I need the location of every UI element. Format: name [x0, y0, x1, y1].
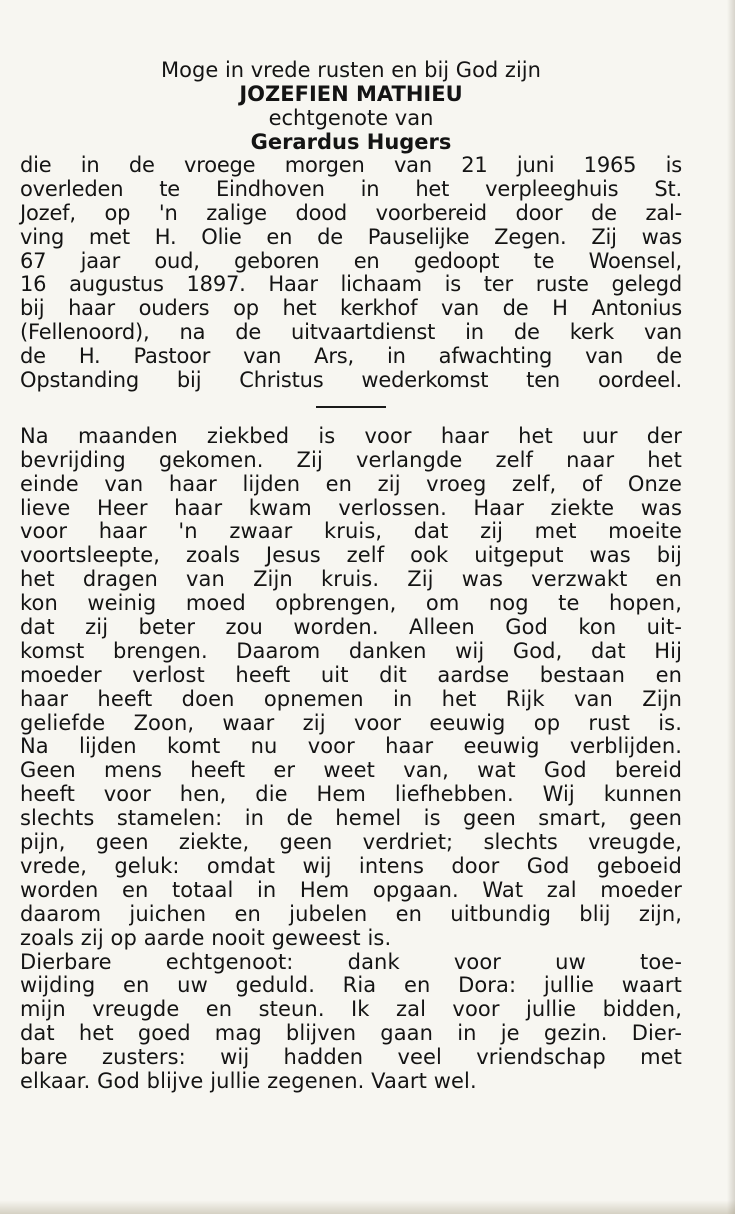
text-line: Opstanding bij Christus wederkomst ten oordeel.: [20, 368, 682, 393]
text-line: zoals zij op aarde nooit geweest is.: [20, 925, 392, 950]
text-line: die in de vroege morgen van 21 juni 1965 is: [20, 153, 682, 177]
text-line: de H. Pastoor van Ars, in afwachting van de: [20, 344, 682, 369]
text-line: komst brengen. Daarom danken wij God, dat Hij: [20, 638, 682, 663]
text-line: daarom juichen en jubelen en uitbundig blij zijn,: [20, 901, 682, 926]
reflection-paragraph: [20, 425, 682, 1094]
text-line: geliefde Zoon, waar zij voor eeuwig op rust is.: [20, 710, 682, 735]
blessing-line: Moge in vrede rusten en bij God zijn: [161, 58, 541, 82]
text-line: bij haar ouders op het kerkhof van de H Antonius: [20, 296, 682, 321]
text-line: dat zij beter zou worden. Alleen God kon uit-: [20, 615, 682, 640]
text-line: bevrijding gekomen. Zij verlangde zelf naar het: [20, 447, 682, 472]
text-line: worden en totaal in Hem opgaan. Wat zal moeder: [20, 877, 682, 902]
text-line: lieve Heer haar kwam verlossen. Haar ziekte was: [20, 495, 682, 520]
death-notice-paragraph: [20, 154, 682, 393]
text-line: slechts stamelen: in de hemel is geen smart, geen: [20, 806, 682, 831]
text-line: Geen mens heeft er weet van, wat God bereid: [20, 758, 682, 783]
text-line: het dragen van Zijn kruis. Zij was verzwakt en: [20, 567, 682, 592]
text-line: (Fellenoord), na de uitvaartdienst in de kerk van: [20, 320, 682, 345]
text-line: voor haar 'n zwaar kruis, dat zij met moeite: [20, 519, 682, 544]
text-line: overleden te Eindhoven in het verpleeghuis St.: [20, 176, 682, 201]
section-divider: [316, 406, 386, 408]
text-line: Jozef, op 'n zalige dood voorbereid door de zal-: [20, 200, 682, 225]
text-line: Na maanden ziekbed is voor haar het uur der: [20, 423, 682, 448]
text-line: elkaar. God blijve jullie zegenen. Vaart wel.: [20, 1068, 477, 1093]
card-edge-shadow: [727, 0, 735, 1214]
text-line: haar heeft doen opnemen in het Rijk van Zijn: [20, 686, 682, 711]
text-line: bare zusters: wij hadden veel vriendschap met: [20, 1045, 682, 1070]
text-line: 67 jaar oud, geboren en gedoopt te Woensel,: [20, 248, 682, 273]
text-line: kon weinig moed opbrengen, om nog te hopen,: [20, 591, 682, 616]
text-line: Dierbare echtgenoot: dank voor uw toe-: [20, 949, 682, 974]
deceased-name: JOZEFIEN MATHIEU: [239, 82, 463, 106]
text-line: vrede, geluk: omdat wij intens door God geboeid: [20, 853, 682, 878]
card-content: [20, 58, 682, 1094]
card-bottom-edge: [0, 1200, 735, 1214]
relation-line: echtgenote van: [268, 106, 434, 130]
text-line: mijn vreugde en steun. Ik zal voor jullie bidden,: [20, 997, 682, 1022]
text-line: wijding en uw geduld. Ria en Dora: jullie waart: [20, 973, 682, 998]
text-line: voortsleepte, zoals Jesus zelf ook uitgeput was bij: [20, 543, 682, 568]
text-line: 16 augustus 1897. Haar lichaam is ter ruste gelegd: [20, 272, 682, 297]
spouse-name: Gerardus Hugers: [250, 130, 452, 154]
text-line: heeft voor hen, die Hem liefhebben. Wij kunnen: [20, 782, 682, 807]
text-line: ving met H. Olie en de Pauselijke Zegen. Zij was: [20, 224, 682, 249]
text-line: moeder verlost heeft uit dit aardse bestaan en: [20, 662, 682, 687]
text-line: Na lijden komt nu voor haar eeuwig verblijden.: [20, 734, 682, 759]
text-line: einde van haar lijden en zij vroeg zelf, of Onze: [20, 471, 682, 496]
text-line: dat het goed mag blijven gaan in je gezin. Dier-: [20, 1021, 682, 1046]
text-line: pijn, geen ziekte, geen verdriet; slechts vreugde,: [20, 830, 682, 855]
card-heading: [20, 58, 682, 154]
